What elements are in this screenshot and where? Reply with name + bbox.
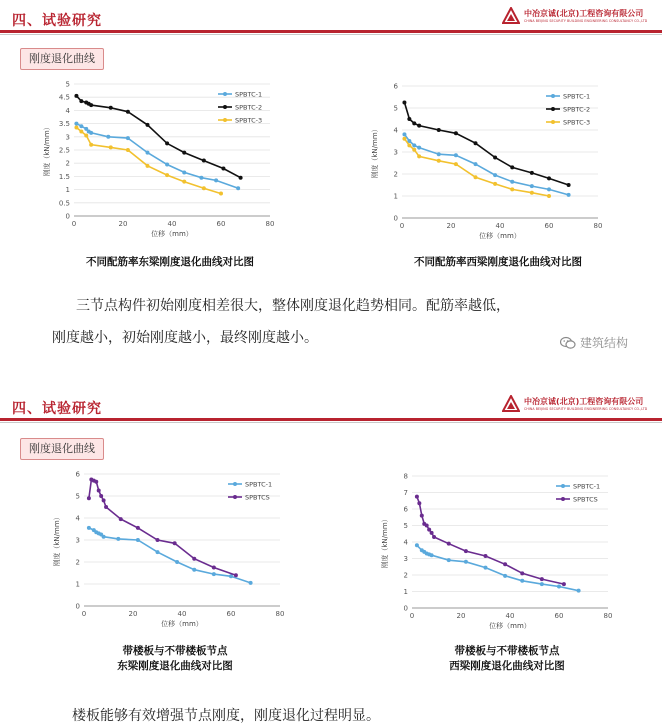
data-point <box>74 126 78 130</box>
chart-caption-east: 不同配筋率东梁刚度退化曲线对比图 <box>86 256 254 268</box>
x-axis-label: 位移（mm） <box>161 620 203 628</box>
slide-2 <box>0 388 662 724</box>
x-tick-label: 60 <box>544 222 554 230</box>
data-point <box>99 494 103 498</box>
data-point <box>484 566 488 570</box>
chart-svg <box>378 468 628 638</box>
data-point <box>547 176 551 180</box>
series-line-SPBTCS <box>417 497 564 584</box>
data-point <box>484 554 488 558</box>
data-point <box>510 165 514 169</box>
data-point <box>173 541 177 545</box>
legend-marker <box>551 120 555 124</box>
legend-label: SPBTC-1 <box>563 92 591 101</box>
y-tick-label: 2 <box>403 571 408 580</box>
x-tick-label: 80 <box>603 612 613 620</box>
x-axis-label: 位移（mm） <box>479 232 521 240</box>
y-tick-label: 2.5 <box>58 146 70 155</box>
legend-label: SPBTC-2 <box>235 103 263 112</box>
wechat-icon <box>560 336 576 350</box>
legend-label: SPBTC-1 <box>245 480 273 489</box>
data-point <box>454 131 458 135</box>
data-point <box>530 184 534 188</box>
y-tick-label: 1.5 <box>58 172 70 181</box>
series-line-SPBTC-3 <box>77 128 222 194</box>
x-tick-label: 60 <box>554 612 564 620</box>
data-point <box>182 180 186 184</box>
data-point <box>221 166 225 170</box>
company-logo <box>502 7 650 29</box>
data-point <box>89 131 93 135</box>
data-point <box>89 103 93 107</box>
data-point <box>547 187 551 191</box>
data-point <box>520 571 524 575</box>
section-title: 四、试验研究 <box>12 13 102 29</box>
data-point <box>175 560 179 564</box>
data-point <box>417 124 421 128</box>
data-point <box>109 106 113 110</box>
data-point <box>417 154 421 158</box>
data-point <box>407 143 411 147</box>
x-axis-label: 位移（mm） <box>489 622 531 630</box>
data-point <box>437 152 441 156</box>
y-tick-label: 1 <box>403 588 408 596</box>
y-tick-label: 3.5 <box>58 120 70 129</box>
series-line-SPBTC-1 <box>405 134 569 195</box>
data-point <box>425 524 429 528</box>
data-point <box>146 164 150 168</box>
data-point <box>530 191 534 195</box>
data-point <box>474 162 478 166</box>
y-tick-label: 4 <box>403 538 408 547</box>
data-point <box>156 538 160 542</box>
company-logo <box>502 395 650 417</box>
data-point <box>464 549 468 553</box>
data-point <box>202 186 206 190</box>
x-tick-label: 80 <box>593 222 603 230</box>
data-point <box>102 498 106 502</box>
data-point <box>79 124 83 128</box>
conclusion-line-1: 楼板能够有效增强节点刚度，刚度退化过程明显。 <box>72 708 380 724</box>
data-point <box>520 579 524 583</box>
data-point <box>447 542 451 546</box>
data-point <box>182 151 186 155</box>
data-point <box>417 501 421 505</box>
y-axis-label: 刚度（kN/mm） <box>53 513 61 567</box>
data-point <box>530 171 534 175</box>
data-point <box>493 156 497 160</box>
data-point <box>219 192 223 196</box>
data-point <box>402 137 406 141</box>
chart-caption-west-line1: 带楼板与不带楼板节点 <box>454 645 560 657</box>
y-tick-label: 0.5 <box>58 199 70 208</box>
x-tick-label: 0 <box>71 220 77 228</box>
legend-label: SPBTC-1 <box>573 482 601 491</box>
data-point <box>415 543 419 547</box>
x-tick-label: 0 <box>399 222 405 230</box>
y-tick-label: 4.5 <box>58 93 70 102</box>
data-point <box>402 132 406 136</box>
y-tick-label: 3 <box>75 536 80 545</box>
data-point <box>412 121 416 125</box>
legend-label: SPBTC-3 <box>235 116 263 125</box>
y-axis-label: 刚度（kN/mm） <box>43 123 51 177</box>
legend-marker <box>233 495 237 499</box>
header-rule-thin <box>0 422 662 423</box>
data-point <box>402 101 406 105</box>
data-point <box>407 117 411 121</box>
data-point <box>84 133 88 137</box>
legend-label: SPBTC-3 <box>563 118 591 127</box>
chart-west-beam-slab <box>378 468 628 638</box>
y-axis-label: 刚度（kN/mm） <box>381 515 389 569</box>
data-point <box>182 170 186 174</box>
section-title: 四、试验研究 <box>12 401 102 417</box>
watermark-text: 建筑结构 <box>580 336 629 350</box>
chart-east-beam-slab <box>50 466 300 636</box>
x-tick-label: 0 <box>81 610 87 618</box>
legend-label: SPBTC-1 <box>235 90 263 99</box>
data-point <box>89 143 93 147</box>
x-tick-label: 20 <box>456 612 466 620</box>
y-tick-label: 7 <box>403 489 408 497</box>
company-name-cn: 中冶京诚(北京)工程咨询有限公司 <box>524 397 644 406</box>
data-point <box>437 128 441 132</box>
data-point <box>192 557 196 561</box>
y-tick-label: 4 <box>75 514 80 523</box>
data-point <box>136 538 140 542</box>
data-point <box>87 526 91 530</box>
data-point <box>412 148 416 152</box>
x-tick-label: 0 <box>409 612 415 620</box>
legend-marker <box>223 118 227 122</box>
data-point <box>510 187 514 191</box>
data-point <box>212 566 216 570</box>
data-point <box>430 531 434 535</box>
data-point <box>577 589 581 593</box>
y-tick-label: 0 <box>65 212 70 221</box>
legend-marker <box>551 94 555 98</box>
data-point <box>212 572 216 576</box>
x-tick-label: 60 <box>216 220 226 228</box>
x-tick-label: 80 <box>275 610 285 618</box>
header-rule <box>0 418 662 421</box>
company-logo-mark <box>502 7 520 25</box>
chart-svg <box>50 466 300 636</box>
chart-caption-east <box>40 644 310 674</box>
x-tick-label: 40 <box>177 610 187 618</box>
data-point <box>540 582 544 586</box>
data-point <box>109 145 113 149</box>
data-point <box>437 159 441 163</box>
data-point <box>432 535 436 539</box>
y-axis-label: 刚度（kN/mm） <box>371 125 379 179</box>
data-point <box>146 123 150 127</box>
chart-caption-west-line2: 西梁刚度退化曲线对比图 <box>449 660 565 672</box>
y-tick-label: 5 <box>75 492 80 501</box>
y-tick-label: 1 <box>65 186 70 195</box>
x-tick-label: 20 <box>118 220 128 228</box>
data-point <box>412 143 416 147</box>
data-point <box>234 573 238 577</box>
data-point <box>427 528 431 532</box>
data-point <box>493 182 497 186</box>
company-name-en: CHINA BEIJING SECURITY BUILDING ENGINEERING CONSULTANCY CO.,LTD <box>524 19 648 23</box>
data-point <box>464 560 468 564</box>
data-point <box>420 514 424 518</box>
conclusion-line-2: 刚度越小，初始刚度越小，最终刚度越小。 <box>52 330 318 346</box>
chart-caption-west: 不同配筋率西梁刚度退化曲线对比图 <box>414 256 582 268</box>
data-point <box>249 581 253 585</box>
data-point <box>116 537 120 541</box>
data-point <box>146 151 150 155</box>
y-tick-label: 1 <box>393 192 398 201</box>
data-point <box>415 495 419 499</box>
data-point <box>430 553 434 557</box>
data-point <box>567 183 571 187</box>
conclusion-line-1: 三节点构件初始刚度相差很大，整体刚度退化趋势相同。配筋率越低， <box>76 298 510 314</box>
legend-marker <box>561 484 565 488</box>
data-point <box>94 480 98 484</box>
data-point <box>119 517 123 521</box>
x-tick-label: 40 <box>167 220 177 228</box>
chart-svg <box>40 76 280 246</box>
data-point <box>557 585 561 589</box>
data-point <box>417 146 421 150</box>
section-tag: 刚度退化曲线 <box>20 48 104 70</box>
section-tag: 刚度退化曲线 <box>20 438 104 460</box>
data-point <box>510 180 514 184</box>
y-tick-label: 3 <box>65 133 70 142</box>
data-point <box>236 186 240 190</box>
series-line-SPBTC-3 <box>405 139 550 196</box>
data-point <box>126 110 130 114</box>
chart-caption-east-line1: 带楼板与不带楼板节点 <box>122 645 228 657</box>
data-point <box>474 141 478 145</box>
legend-marker <box>223 92 227 96</box>
y-tick-label: 0 <box>403 604 408 613</box>
data-point <box>199 176 203 180</box>
data-point <box>126 148 130 152</box>
data-point <box>165 163 169 167</box>
x-tick-label: 40 <box>505 612 515 620</box>
data-point <box>503 574 507 578</box>
legend-marker <box>233 482 237 486</box>
y-tick-label: 8 <box>403 472 408 481</box>
x-tick-label: 20 <box>128 610 138 618</box>
data-point <box>79 99 83 103</box>
data-point <box>126 136 130 140</box>
data-point <box>493 173 497 177</box>
data-point <box>454 153 458 157</box>
series-line-SPBTC-1 <box>417 545 579 590</box>
y-tick-label: 1 <box>75 580 80 589</box>
company-logo-mark <box>502 395 520 413</box>
y-tick-label: 2 <box>65 159 70 168</box>
data-point <box>102 535 106 539</box>
data-point <box>74 122 78 126</box>
data-point <box>136 526 140 530</box>
data-point <box>202 159 206 163</box>
data-point <box>165 173 169 177</box>
data-point <box>567 193 571 197</box>
x-tick-label: 40 <box>495 222 505 230</box>
data-point <box>562 582 566 586</box>
company-name-en: CHINA BEIJING SECURITY BUILDING ENGINEERING CONSULTANCY CO.,LTD <box>524 407 648 411</box>
legend-label: SPBTCS <box>245 493 270 502</box>
chart-west-beam-reinforcement <box>368 78 608 248</box>
y-tick-label: 5 <box>403 522 408 530</box>
data-point <box>547 194 551 198</box>
company-name-cn: 中冶京诚(北京)工程咨询有限公司 <box>524 9 644 18</box>
watermark <box>560 333 660 353</box>
y-tick-label: 2 <box>393 170 398 179</box>
x-tick-label: 20 <box>446 222 456 230</box>
series-line-SPBTC-2 <box>405 103 569 186</box>
x-tick-label: 60 <box>226 610 236 618</box>
y-tick-label: 3 <box>393 148 398 157</box>
y-tick-label: 2 <box>75 558 80 567</box>
data-point <box>454 162 458 166</box>
x-axis-label: 位移（mm） <box>151 230 193 238</box>
y-tick-label: 0 <box>75 602 80 611</box>
legend-label: SPBTC-2 <box>563 105 591 114</box>
chart-svg <box>368 78 608 248</box>
data-point <box>192 568 196 572</box>
data-point <box>97 489 101 493</box>
x-tick-label: 80 <box>265 220 275 228</box>
data-point <box>229 574 233 578</box>
y-tick-label: 0 <box>393 214 398 223</box>
y-tick-label: 3 <box>403 555 408 563</box>
y-tick-label: 6 <box>75 470 80 479</box>
data-point <box>79 130 83 134</box>
chart-caption-east-line2: 东梁刚度退化曲线对比图 <box>117 660 233 672</box>
data-point <box>74 94 78 98</box>
series-line-SPBTC-1 <box>89 528 251 583</box>
chart-caption-west <box>372 644 642 674</box>
legend-marker <box>223 105 227 109</box>
data-point <box>106 135 110 139</box>
y-tick-label: 5 <box>65 80 70 89</box>
series-line-SPBTCS <box>89 480 236 576</box>
chart-east-beam-reinforcement <box>40 76 280 246</box>
data-point <box>540 577 544 581</box>
legend-marker <box>561 497 565 501</box>
data-point <box>503 562 507 566</box>
data-point <box>87 496 91 500</box>
header-rule <box>0 30 662 33</box>
y-tick-label: 6 <box>393 82 398 91</box>
y-tick-label: 5 <box>393 104 398 113</box>
header-rule-thin <box>0 34 662 35</box>
data-point <box>447 558 451 562</box>
y-tick-label: 4 <box>393 126 398 135</box>
data-point <box>214 178 218 182</box>
legend-label: SPBTCS <box>573 495 598 504</box>
data-point <box>165 141 169 145</box>
data-point <box>156 550 160 554</box>
data-point <box>239 176 243 180</box>
data-point <box>104 505 108 509</box>
y-tick-label: 6 <box>403 505 408 514</box>
data-point <box>474 175 478 179</box>
legend-marker <box>551 107 555 111</box>
y-tick-label: 4 <box>65 106 70 115</box>
